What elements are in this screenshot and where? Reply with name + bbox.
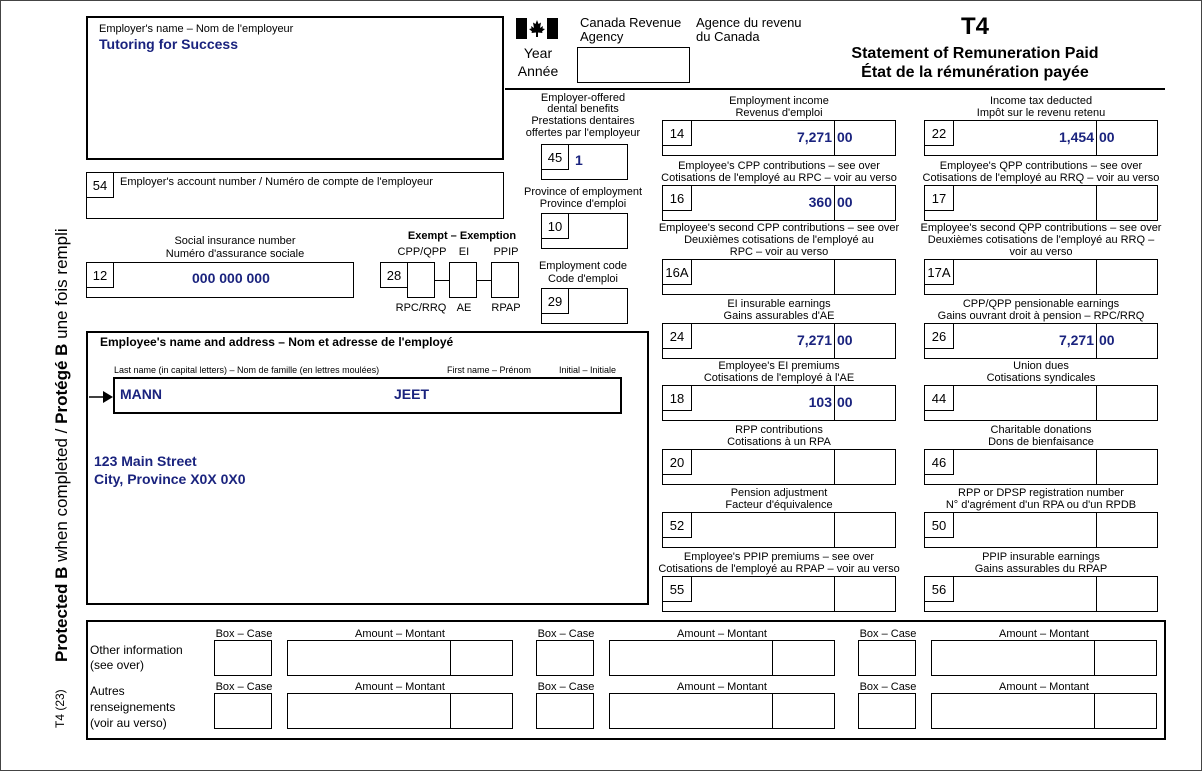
employee-last-name: MANN	[120, 386, 162, 402]
arrow-right-icon	[89, 390, 113, 404]
box-number-20: 20	[662, 449, 692, 475]
header-rule	[505, 88, 1165, 90]
box-50-label: N° d'agrément d'un RPA ou d'un RPDB	[945, 499, 1137, 511]
box-52-label: Facteur d'équivalence	[725, 499, 833, 511]
box-17-field[interactable]	[924, 185, 1158, 221]
other-amount-field[interactable]	[609, 640, 835, 676]
box-17A-label: voir au verso	[1009, 246, 1073, 258]
employee-first-name: JEET	[394, 386, 430, 402]
box-55-label: Cotisations de l'employé au RPAP – voir au verso	[658, 563, 900, 575]
box-16-cents-divider	[834, 185, 835, 221]
box-55-label: Employee's PPIP premiums – see over	[683, 551, 875, 563]
exempt-ae-label: AE	[456, 302, 472, 314]
box-14-label: Revenus d'emploi	[735, 107, 823, 119]
other-box-field[interactable]	[536, 693, 594, 729]
box-20-label: RPP contributions	[735, 424, 823, 436]
other-amount-field[interactable]	[287, 693, 513, 729]
box-18-label: Employee's EI premiums	[718, 360, 840, 372]
other-amount-label: Amount – Montant	[355, 681, 445, 693]
box-16A-label: RPC – voir au verso	[729, 246, 829, 258]
box-50-field[interactable]	[924, 512, 1158, 548]
box-number-50: 50	[924, 512, 954, 538]
box-44-label: Union dues	[1013, 360, 1069, 372]
box-number-26: 26	[924, 323, 954, 349]
agency-en-1: Canada Revenue	[580, 15, 682, 30]
box-number-22: 22	[924, 120, 954, 146]
protected-b-side-text: Protected B when completed / Protégé B une fois rempli	[52, 228, 71, 662]
employer-name-label: Employer's name – Nom de l'employeur	[99, 23, 294, 35]
other-amount-cents-divider	[450, 693, 451, 729]
other-amount-label: Amount – Montant	[355, 628, 445, 640]
form-id: T4 (23)	[53, 689, 67, 728]
employee-name-field[interactable]	[113, 377, 622, 414]
other-box-label: Box – Case	[215, 628, 273, 640]
other-info-label-fr-3: (voir au verso)	[90, 716, 167, 730]
sin-label-fr: Numéro d'assurance sociale	[165, 248, 305, 260]
box-20-label: Cotisations à un RPA	[727, 436, 831, 448]
year-label-fr: Année	[517, 63, 559, 79]
box-50-cents-divider	[1096, 512, 1097, 548]
box-18-cents: 00	[837, 394, 853, 410]
box-number-17A: 17A	[924, 259, 954, 285]
box-26-label: Gains ouvrant droit à pension – RPC/RRQ	[937, 310, 1145, 322]
employer-name-value: Tutoring for Success	[99, 36, 238, 52]
other-info-label-en-1: Other information	[90, 643, 183, 657]
box-18-label: Cotisations de l'employé à l'AE	[703, 372, 855, 384]
box-number-12: 12	[86, 262, 114, 288]
box-16A-cents-divider	[834, 259, 835, 295]
box-24-cents-divider	[834, 323, 835, 359]
box-56-field[interactable]	[924, 576, 1158, 612]
box-18-cents-divider	[834, 385, 835, 421]
other-info-label-fr-2: renseignements	[90, 700, 176, 714]
box-26-cents-divider	[1096, 323, 1097, 359]
box-24-label: Gains assurables d'AE	[723, 310, 835, 322]
box-22-dollars: 1,454	[1058, 129, 1094, 145]
box-52-label: Pension adjustment	[730, 487, 828, 499]
other-amount-label: Amount – Montant	[677, 681, 767, 693]
other-box-label: Box – Case	[537, 681, 595, 693]
box-17A-field[interactable]	[924, 259, 1158, 295]
other-box-label: Box – Case	[859, 681, 917, 693]
box-52-cents-divider	[834, 512, 835, 548]
box-20-cents-divider	[834, 449, 835, 485]
box-52-field[interactable]	[662, 512, 896, 548]
box-46-label: Dons de bienfaisance	[988, 436, 1094, 448]
other-box-label: Box – Case	[215, 681, 273, 693]
exempt-rpc-label: RPC/RRQ	[395, 302, 447, 314]
box-46-label: Charitable donations	[990, 424, 1092, 436]
other-box-label: Box – Case	[859, 628, 917, 640]
dental-label-1: Employer-offered	[540, 92, 626, 104]
year-field[interactable]	[577, 47, 690, 83]
other-info-label-fr-1: Autres	[90, 684, 125, 698]
box-number-16: 16	[662, 185, 692, 211]
other-amount-cents-divider	[450, 640, 451, 676]
box-number-10: 10	[541, 213, 569, 239]
sin-value: 000 000 000	[192, 270, 270, 286]
box-55-cents-divider	[834, 576, 835, 612]
box-56-cents-divider	[1096, 576, 1097, 612]
canada-flag-icon	[516, 18, 558, 39]
other-amount-label: Amount – Montant	[999, 628, 1089, 640]
box-14-dollars: 7,271	[796, 129, 832, 145]
box-number-45: 45	[541, 144, 569, 170]
box-17A-label: Employee's second QPP contributions – see over	[920, 222, 1162, 234]
box-16-label: Employee's CPP contributions – see over	[678, 160, 880, 172]
exempt-connector	[477, 280, 491, 281]
box-number-56: 56	[924, 576, 954, 602]
exempt-cpp-checkbox[interactable]	[407, 262, 435, 298]
box-17-label: Employee's QPP contributions – see over	[939, 160, 1143, 172]
box-44-cents-divider	[1096, 385, 1097, 421]
box-56-label: PPIP insurable earnings	[982, 551, 1100, 563]
box-14-label: Employment income	[729, 95, 829, 107]
agency-fr-1: Agence du revenu	[696, 15, 802, 30]
other-box-field[interactable]	[214, 640, 272, 676]
sin-label-en: Social insurance number	[174, 235, 296, 247]
box-55-field[interactable]	[662, 576, 896, 612]
other-amount-label: Amount – Montant	[999, 681, 1089, 693]
box-number-17: 17	[924, 185, 954, 211]
emp-code-label-2: Code d'emploi	[548, 273, 618, 285]
initial-label: Initial – Initiale	[559, 365, 617, 375]
agency-en-2: Agency	[580, 29, 624, 44]
other-amount-cents-divider	[1094, 693, 1095, 729]
other-box-label: Box – Case	[537, 628, 595, 640]
box-26-label: CPP/QPP pensionable earnings	[962, 298, 1120, 310]
box-46-cents-divider	[1096, 449, 1097, 485]
other-box-field[interactable]	[858, 640, 916, 676]
exempt-ei-checkbox[interactable]	[449, 262, 477, 298]
other-box-field[interactable]	[214, 693, 272, 729]
box-number-29: 29	[541, 288, 569, 314]
box-26-cents: 00	[1099, 332, 1115, 348]
dental-label-2: dental benefits	[547, 103, 619, 115]
box-number-24: 24	[662, 323, 692, 349]
box-number-54: 54	[86, 172, 114, 198]
box-44-field[interactable]	[924, 385, 1158, 421]
exempt-rpap-label: RPAP	[491, 302, 521, 314]
box-14-cents: 00	[837, 129, 853, 145]
box-number-16A: 16A	[662, 259, 692, 285]
box-18-dollars: 103	[808, 394, 832, 410]
box-17A-label: Deuxièmes cotisations de l'employé au RRQ –	[927, 234, 1155, 246]
box-number-44: 44	[924, 385, 954, 411]
dental-value: 1	[575, 152, 583, 168]
last-name-label: Last name (in capital letters) – Nom de famille (en lettres moulées)	[114, 365, 380, 375]
box-22-cents-divider	[1096, 120, 1097, 156]
employee-address-line-1: 123 Main Street	[94, 453, 197, 469]
first-name-label: First name – Prénom	[447, 365, 532, 375]
employee-section-label: Employee's name and address – Nom et adresse de l'employé	[100, 335, 454, 349]
box-number-46: 46	[924, 449, 954, 475]
province-label-2: Province d'emploi	[539, 198, 627, 210]
exempt-ppip-checkbox[interactable]	[491, 262, 519, 298]
box-16-cents: 00	[837, 194, 853, 210]
box-14-cents-divider	[834, 120, 835, 156]
dental-label-3: Prestations dentaires	[531, 115, 635, 127]
box-17A-cents-divider	[1096, 259, 1097, 295]
other-box-field[interactable]	[536, 640, 594, 676]
exempt-ppip-label: PPIP	[493, 246, 519, 258]
employer-account-label: Employer's account number / Numéro de compte de l'employeur	[120, 176, 433, 188]
box-16A-field[interactable]	[662, 259, 896, 295]
emp-code-label-1: Employment code	[538, 260, 628, 272]
box-number-14: 14	[662, 120, 692, 146]
box-16A-label: Deuxièmes cotisations de l'employé au	[684, 234, 874, 246]
employee-address-line-2: City, Province X0X 0X0	[94, 471, 246, 487]
exempt-ei-label: EI	[458, 246, 470, 258]
box-46-field[interactable]	[924, 449, 1158, 485]
box-56-label: Gains assurables du RPAP	[974, 563, 1108, 575]
other-amount-field[interactable]	[931, 640, 1157, 676]
box-50-label: RPP or DPSP registration number	[958, 487, 1124, 499]
box-44-label: Cotisations syndicales	[986, 372, 1096, 384]
box-20-field[interactable]	[662, 449, 896, 485]
province-label-1: Province of employment	[524, 186, 642, 198]
box-number-28: 28	[380, 262, 408, 288]
form-title-fr: État de la rémunération payée	[861, 64, 1089, 81]
box-22-cents: 00	[1099, 129, 1115, 145]
box-16-dollars: 360	[808, 194, 832, 210]
box-number-52: 52	[662, 512, 692, 538]
box-17-cents-divider	[1096, 185, 1097, 221]
exempt-cpp-label: CPP/QPP	[397, 246, 447, 258]
other-amount-cents-divider	[1094, 640, 1095, 676]
other-amount-field[interactable]	[287, 640, 513, 676]
other-info-label-en-2: (see over)	[90, 658, 145, 672]
box-22-label: Income tax deducted	[989, 95, 1093, 107]
box-26-dollars: 7,271	[1058, 332, 1094, 348]
other-box-field[interactable]	[858, 693, 916, 729]
box-16-label: Cotisations de l'employé au RPC – voir au verso	[661, 172, 897, 184]
agency-fr-2: du Canada	[696, 29, 760, 44]
other-amount-label: Amount – Montant	[677, 628, 767, 640]
box-24-cents: 00	[837, 332, 853, 348]
year-label-en: Year	[523, 45, 553, 61]
form-title-en: Statement of Remuneration Paid	[851, 45, 1099, 62]
exempt-label: Exempt – Exemption	[407, 230, 517, 242]
box-17-label: Cotisations de l'employé au RRQ – voir au verso	[922, 172, 1160, 184]
other-amount-field[interactable]	[931, 693, 1157, 729]
form-code: T4	[960, 13, 989, 40]
other-amount-field[interactable]	[609, 693, 835, 729]
other-amount-cents-divider	[772, 640, 773, 676]
box-24-label: EI insurable earnings	[727, 298, 831, 310]
box-number-55: 55	[662, 576, 692, 602]
exempt-connector	[435, 280, 449, 281]
other-amount-cents-divider	[772, 693, 773, 729]
dental-label-4: offertes par l'employeur	[525, 127, 641, 139]
box-22-label: Impôt sur le revenu retenu	[976, 107, 1106, 119]
box-24-dollars: 7,271	[796, 332, 832, 348]
box-number-18: 18	[662, 385, 692, 411]
box-16A-label: Employee's second CPP contributions – see over	[658, 222, 900, 234]
